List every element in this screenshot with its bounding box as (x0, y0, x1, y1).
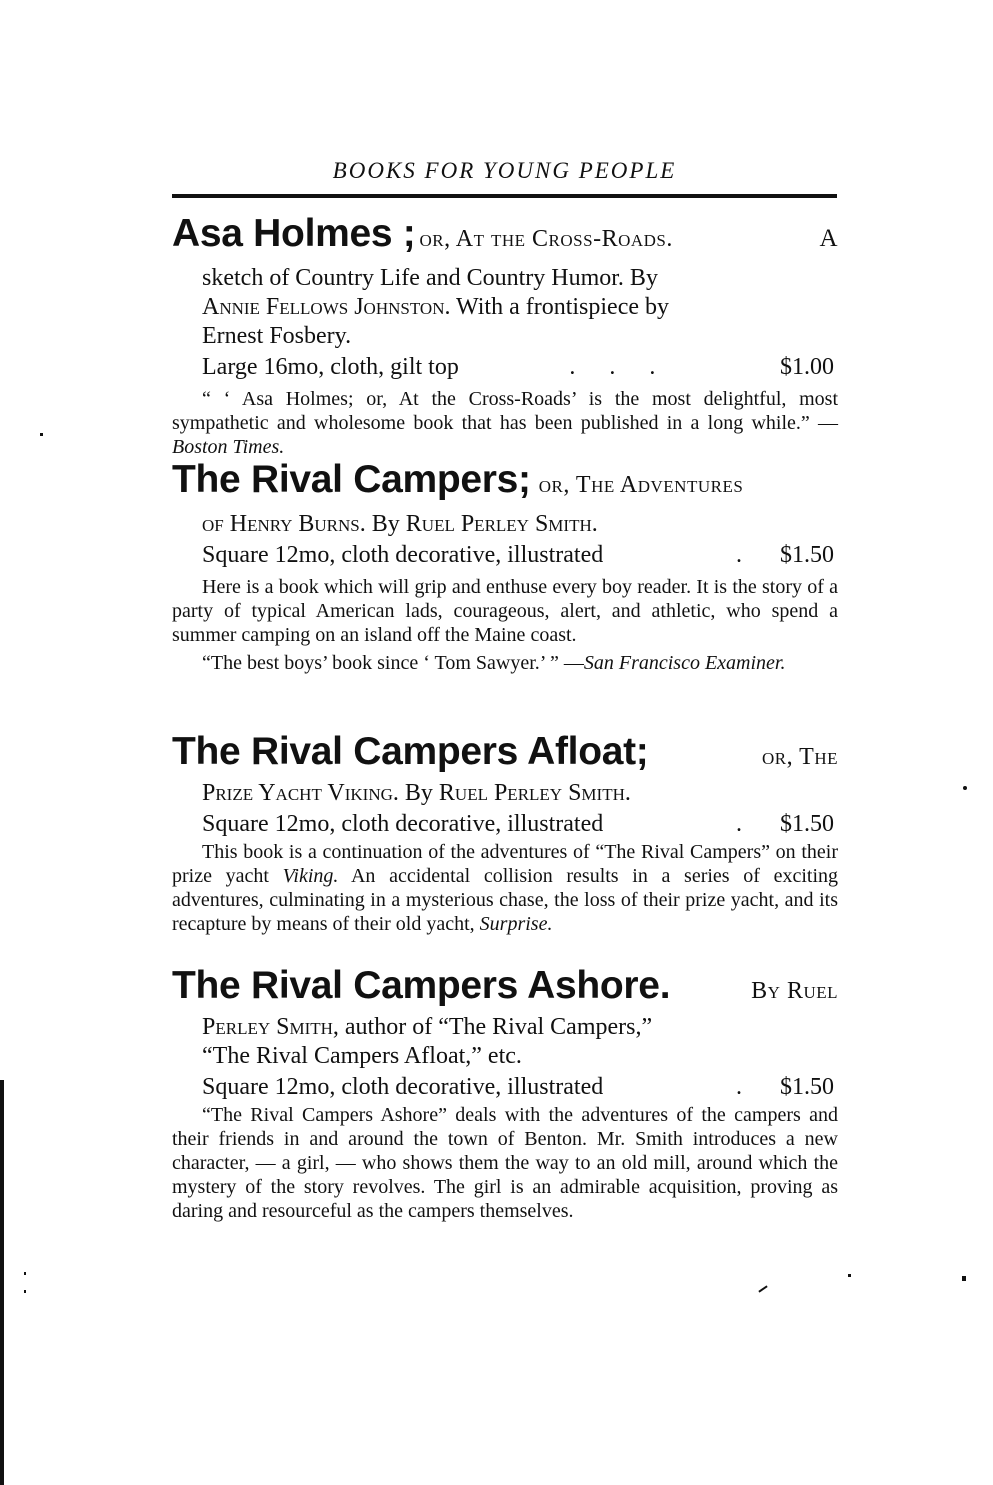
ship-name-surprise: Surprise. (479, 913, 553, 935)
format-line (202, 1071, 838, 1103)
book-price: $1.50 (780, 811, 834, 837)
book-title: The Rival Campers Ashore. (172, 964, 671, 1007)
review-text (172, 840, 838, 936)
book-subtitle: or, At the Cross-Roads. (419, 226, 673, 252)
leader-dots: . (736, 811, 742, 837)
book-subtitle: or, The (761, 744, 838, 770)
author-rest: Perley Smith, (202, 1014, 339, 1040)
speck-mark (963, 786, 967, 790)
leader-dots: . . . (569, 354, 670, 380)
review-part-2: An accidental collision results in a series of exciting adventures, culminating in a mysterious chase, the loss of their prize yacht, and its recapture by means of their old yacht, (172, 865, 839, 935)
book-format: Large 16mo, cloth, gilt top (202, 354, 459, 380)
subtitle-continuation: Prize Yacht Viking. (202, 780, 399, 806)
review-text (172, 575, 838, 675)
leader-dots: . (736, 542, 742, 568)
subtitle-author-line (202, 510, 838, 539)
quote-source: San Francisco Examiner. (583, 652, 786, 674)
review-paragraph: Here is a book which will grip and enthuse every boy reader. It is the story of a party of typical American lads, courageous, alert, and athletic, who spend a summer camping on an island off the Maine coast. (172, 576, 838, 646)
author-suffix: author of “The Rival Campers,” (344, 1014, 653, 1040)
quote-text: “The best boys’ book since ‘ Tom Sawyer.’ ” — (202, 652, 584, 674)
speck-mark (962, 1276, 966, 1281)
author-prefix: By (371, 511, 400, 537)
speck-mark (848, 1274, 851, 1277)
entry-heading (172, 730, 838, 779)
description-end: Ernest Fosbery. (202, 323, 352, 349)
book-price: $1.50 (780, 1074, 834, 1100)
author-suffix: With a frontispiece by (456, 294, 670, 320)
book-description: sketch of Country Life and Country Humor. By (202, 265, 658, 291)
scan-edge-mark (0, 1080, 4, 1485)
also-line: “The Rival Campers Afloat,” etc. (202, 1043, 522, 1069)
entry-heading (172, 212, 838, 264)
book-entry-rival-campers-ashore (172, 964, 838, 1223)
entry-heading (172, 458, 838, 510)
speck-mark (24, 1272, 26, 1275)
review-quote (172, 387, 838, 459)
quote-text: “ ‘ Asa Holmes; or, At the Cross-Roads’ is the most delightful, most sympathetic and wholesome book that has been published in a long while.” — (172, 388, 838, 434)
book-format: Square 12mo, cloth decorative, illustrated (202, 1074, 604, 1100)
author-line (202, 293, 838, 322)
book-format: Square 12mo, cloth decorative, illustrated (202, 811, 604, 837)
speck-mark (40, 433, 43, 436)
speck-mark (24, 1290, 26, 1293)
author-first: Ruel (786, 978, 838, 1004)
entry-heading (172, 964, 838, 1013)
leader-dots: . (736, 1074, 742, 1100)
book-author: Ruel Perley Smith. (438, 780, 631, 806)
ship-name-viking: Viking. (282, 865, 339, 887)
book-title: The Rival Campers; (172, 458, 531, 501)
book-author: Ruel Perley Smith. (405, 511, 598, 537)
book-entry-rival-campers (172, 458, 838, 675)
book-subtitle: or, The Adventures (538, 472, 744, 498)
format-line (202, 808, 838, 840)
review-part-1: This book is a continuation of the adventures of “The Rival Campers” on their prize yacht (172, 841, 838, 887)
book-title: Asa Holmes ; (172, 212, 416, 255)
format-line (202, 539, 838, 571)
book-format: Square 12mo, cloth decorative, illustrated (202, 542, 604, 568)
header-rule (172, 194, 837, 198)
book-entry-rival-campers-afloat (172, 730, 838, 936)
author-line (202, 1013, 838, 1042)
author-prefix: By (751, 978, 781, 1004)
book-price: $1.50 (780, 542, 834, 568)
quote-source: Boston Times. (172, 436, 285, 458)
book-title: The Rival Campers Afloat; (172, 730, 649, 773)
subtitle-continuation: of Henry Burns. (202, 511, 366, 537)
subtitle-author-line (202, 779, 838, 808)
review-text (172, 1103, 838, 1223)
speck-mark (758, 1285, 767, 1292)
book-price: $1.00 (779, 354, 834, 380)
review-paragraph: “The Rival Campers Ashore” deals with the adventures of the campers and their friends in and around the town of Benton. Mr. Smith introduces a new character, — a girl, — who shows them the way to an old mill, around which the mystery of the story revolves. The girl is an admirable acquisition, proving as daring and resourceful as the campers themselves. (172, 1104, 838, 1222)
author-prefix: By (404, 780, 433, 806)
book-author: Annie Fellows Johnston. (202, 294, 451, 320)
book-entry-asa-holmes (172, 212, 838, 459)
running-head: BOOKS FOR YOUNG PEOPLE (332, 158, 677, 183)
description-start: A (819, 225, 838, 252)
format-line (202, 351, 838, 383)
